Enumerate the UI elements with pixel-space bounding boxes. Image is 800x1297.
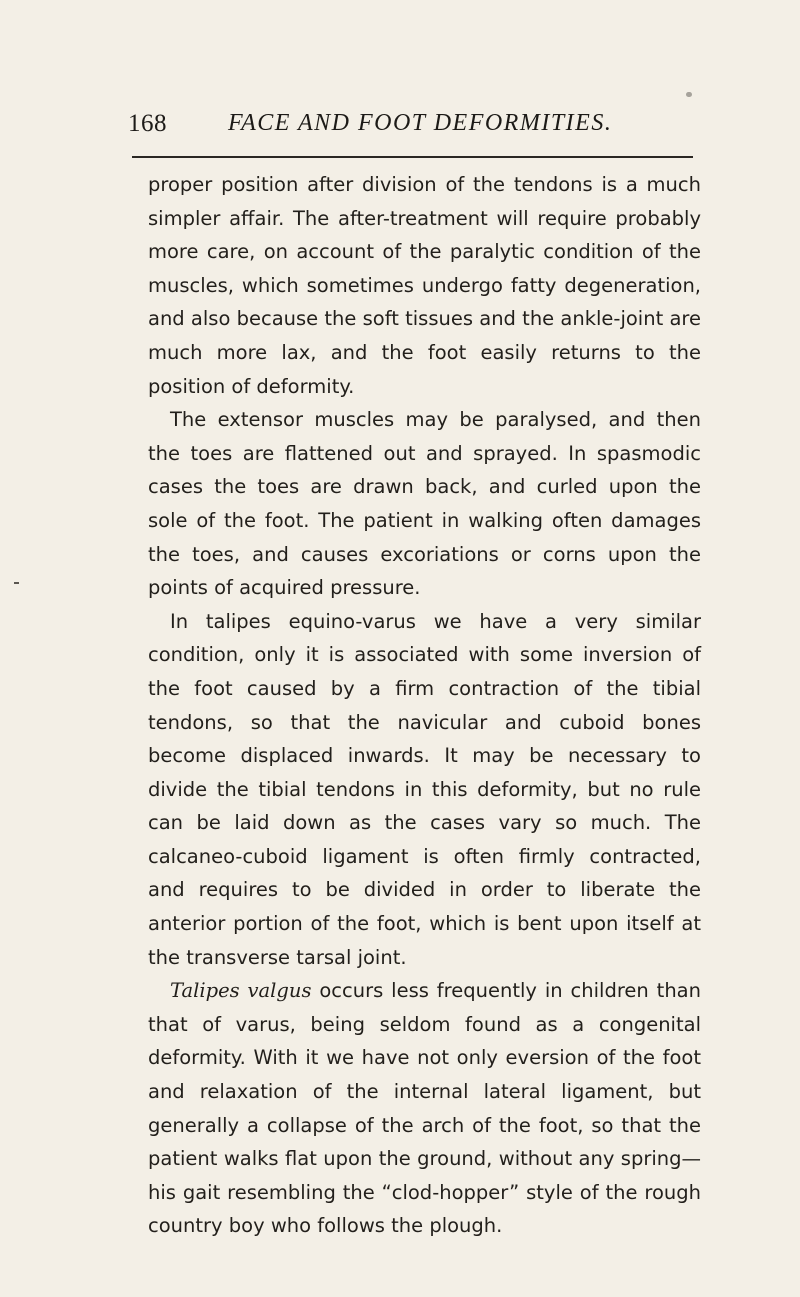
- page-number: 168: [128, 110, 167, 137]
- paragraph-3: In talipes equino-varus we have a very similar condition, only it is associated with some inversion of the foot caused by a firm contraction of the tibial tendons, so that the navicular and cuboid bones become displaced inwards. It may be necessary to divide the tibial tendons in this deformity, but no rule can be laid down as the cases vary so much. The calcaneo-cuboid ligament is often firmly contracted, and requires to be divided in order to liberate the anterior portion of the foot, which is bent upon itself at the transverse tarsal joint.: [148, 609, 701, 969]
- scan-speck: [686, 92, 692, 97]
- running-head: [128, 110, 708, 144]
- paragraph-4: [148, 974, 701, 1243]
- paragraph-1: proper position after division of the tendons is a much simpler affair. The after-treatment will require probably more care, on account of the paralytic condition of the muscles, which sometimes undergo fatty degeneration, and also because the soft tissues and the ankle-joint are much more lax, and the foot easily returns to the position of deformity.: [148, 173, 701, 398]
- paragraph-2: The extensor muscles may be paralysed, and then the toes are flattened out and sprayed. In spasmodic cases the toes are drawn back, and curled upon the sole of the foot. The patient in walking often damages the toes, and causes excoriations or corns upon the points of acquired pressure.: [148, 408, 701, 600]
- talipes-valgus-term: Talipes valgus: [170, 979, 312, 1003]
- paragraph-4-text: occurs less frequently in children than that of varus, being seldom found as a congenital deformity. With it we have not only eversion of the foot and relaxation of the internal lateral ligament, but generally a collapse of the arch of the foot, so that the patient walks flat upon the ground, without any spring—his gait resembling the “clod-hopper” style of the rough country boy who follows the plough.: [148, 979, 701, 1238]
- body-text: [148, 168, 701, 1243]
- running-title: FACE AND FOOT DEFORMITIES.: [228, 110, 613, 136]
- header-rule: [132, 156, 693, 158]
- scan-speck: [14, 582, 19, 584]
